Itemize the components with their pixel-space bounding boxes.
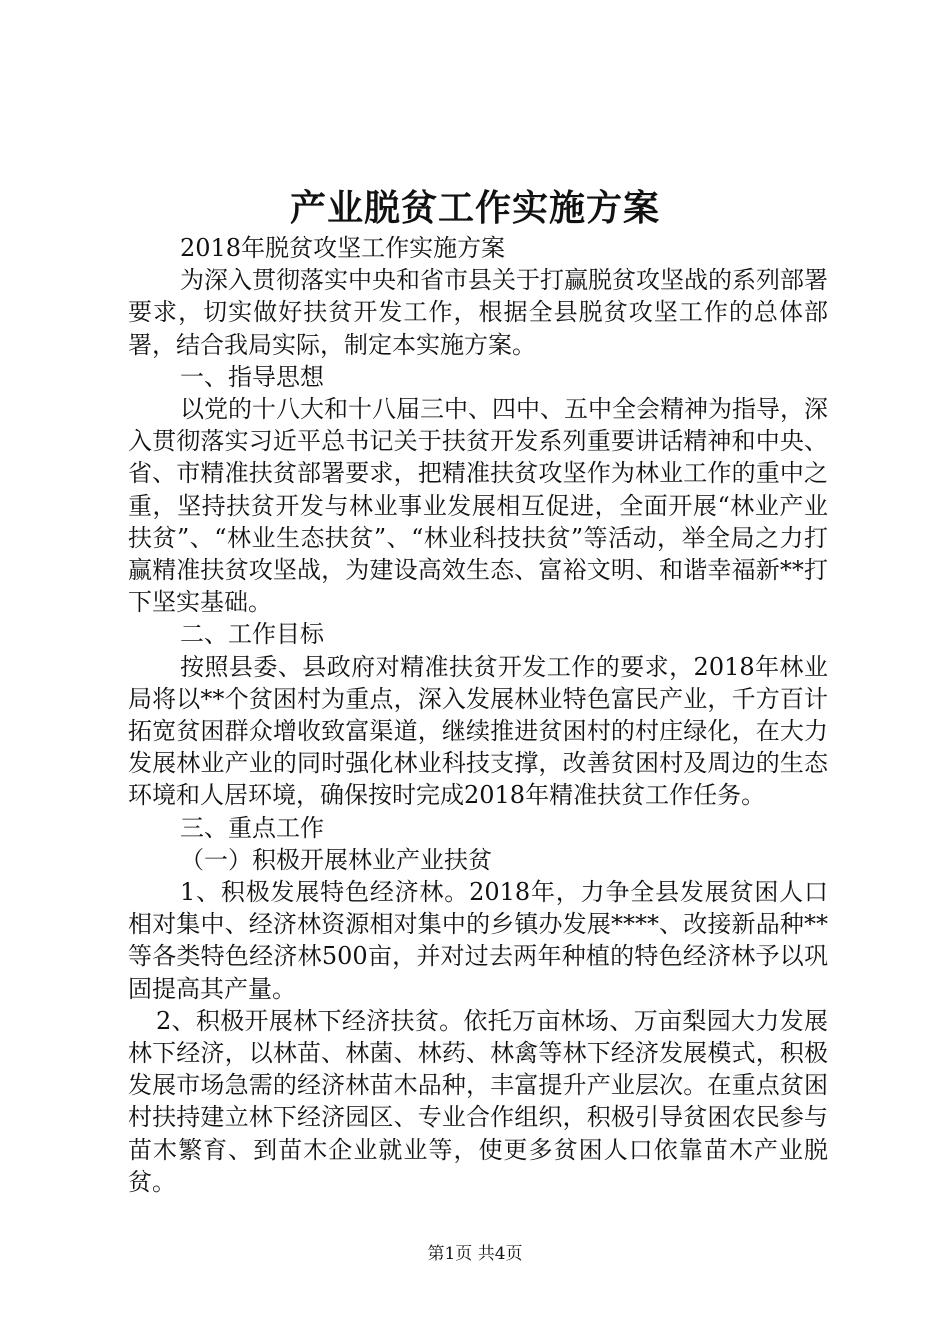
- document-title: 产业脱贫工作实施方案: [289, 187, 660, 229]
- page-footer: 第1页 共4页: [427, 1244, 523, 1264]
- heading-forestry-industry: （一）积极开展林业产业扶贫: [180, 845, 492, 874]
- paragraph-intro: 为深入贯彻落实中央和省市县关于打赢脱贫攻坚战的系列部署要求，切实做好扶贫开发工作，根据全县脱贫攻坚工作的总体部署，结合我局实际，制定本实施方案。: [128, 266, 828, 359]
- heading-key-work: 三、重点工作: [180, 813, 324, 842]
- heading-guiding-ideology: 一、指导思想: [180, 362, 324, 391]
- paragraph-subtitle: 2018年脱贫攻坚工作实施方案: [180, 234, 506, 262]
- heading-work-goals: 二、工作目标: [180, 620, 324, 649]
- paragraph-item-1: 1、积极发展特色经济林。2018年，力争全县发展贫困人口相对集中、经济林资源相对集中的乡镇办发展****、改接新品种**等各类特色经济林500亩，并对过去两年种植的特色经济林予以巩固提高其产量。: [128, 878, 828, 1003]
- paragraph-work-goals: 按照县委、县政府对精准扶贫开发工作的要求，2018年林业局将以**个贫困村为重点，深入发展林业特色富民产业，千方百计拓宽贫困群众增收致富渠道，继续推进贫困村的村庄绿化，在大力发展林业产业的同时强化林业科技支撑，改善贫困村及周边的生态环境和人居环境，确保按时完成2018年精准扶贫工作任务。: [128, 652, 828, 810]
- paragraph-item-2: 2、积极开展林下经济扶贫。依托万亩林场、万亩梨园大力发展林下经济，以林苗、林菌、林药、林禽等林下经济发展模式，积极发展市场急需的经济林苗木品种，丰富提升产业层次。在重点贫困村扶持建立林下经济园区、专业合作组织，积极引导贫困农民参与苗木繁育、到苗木企业就业等，使更多贫困人口依靠苗木产业脱贫。: [128, 1006, 828, 1196]
- document-body: [128, 232, 828, 1198]
- paragraph-guiding-ideology: 以党的十八大和十八届三中、四中、五中全会精神为指导，深入贯彻落实习近平总书记关于扶贫开发系列重要讲话精神和中央、省、市精准扶贫部署要求，把精准扶贫攻坚作为林业工作的重中之重，坚持扶贫开发与林业事业发展相互促进，全面开展“林业产业扶贫”、“林业生态扶贫”、“林业科技扶贫”等活动，举全局之力打赢精准扶贫攻坚战，为建设高效生态、富裕文明、和谐幸福新**打下坚实基础。: [128, 395, 828, 617]
